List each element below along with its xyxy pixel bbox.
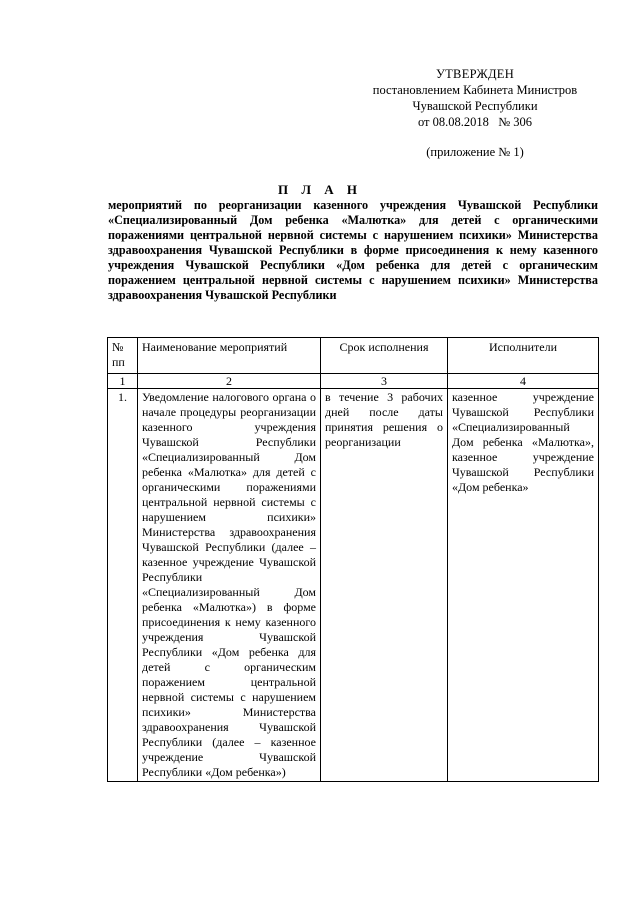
table-row <box>108 389 599 782</box>
column-number: 2 <box>138 374 321 389</box>
column-number: 1 <box>108 374 138 389</box>
appendix-label: (приложение № 1) <box>426 145 524 159</box>
measure-name: Уведомление налогового органа о начале процедуры реорганизации казенного учреждения Чувашской Республики «Специализированный Дом ребенка «Малютка» для детей с органическими поражениями центральной нервной системы с нарушением психики» Министерства здравоохранения Чувашской Республики (далее – казенное учреждение Чувашской Республики «Специализированный Дом ребенка «Малютка») в форме присоединения к нему казенного учреждения Чувашской Республики «Дом ребенка для детей с органическим поражением центральной нервной системы с нарушением психики» Министерства здравоохранения Чувашской Республики (далее – казенное учреждение Чувашской Республики «Дом ребенка») <box>138 389 321 782</box>
approval-title: УТВЕРЖДЕН <box>435 67 515 81</box>
measure-deadline: в течение 3 рабочих дней после даты принятия решения о реорганизации <box>321 389 448 782</box>
measure-executors: казенное учреждение Чувашской Республики «Специализированный Дом ребенка «Малютка», казенное учреждение Чувашской Республики «Дом ребенка» <box>448 389 599 782</box>
approval-line-2: Чувашской Республики <box>412 99 538 113</box>
header-number: № пп <box>108 338 138 374</box>
header-name: Наименование мероприятий <box>138 338 321 374</box>
plan-description: мероприятий по реорганизации казенного учреждения Чувашской Республики «Специализированный Дом ребенка «Малютка» для детей с органическими поражениями центральной нервной системы с нарушением психики» Министерства здравоохранения Чувашской Республики в форме присоединения к нему казенного учреждения Чувашской Республики «Дом ребенка для детей с органическим поражением центральной нервной системы с нарушением психики» Министерства здравоохранения Чувашской Республики <box>108 198 598 302</box>
header-executors: Исполнители <box>448 338 599 374</box>
approval-block <box>340 66 610 160</box>
header-deadline: Срок исполнения <box>321 338 448 374</box>
column-number: 3 <box>321 374 448 389</box>
row-number: 1. <box>108 389 138 782</box>
column-number: 4 <box>448 374 599 389</box>
approval-line-1: постановлением Кабинета Министров <box>372 83 578 97</box>
column-number-row <box>108 374 599 389</box>
measures-table <box>107 337 599 782</box>
approval-line-3: от 08.08.2018 № 306 <box>417 115 533 129</box>
plan-heading: П Л А Н <box>277 182 363 197</box>
table-header-row <box>108 338 599 374</box>
